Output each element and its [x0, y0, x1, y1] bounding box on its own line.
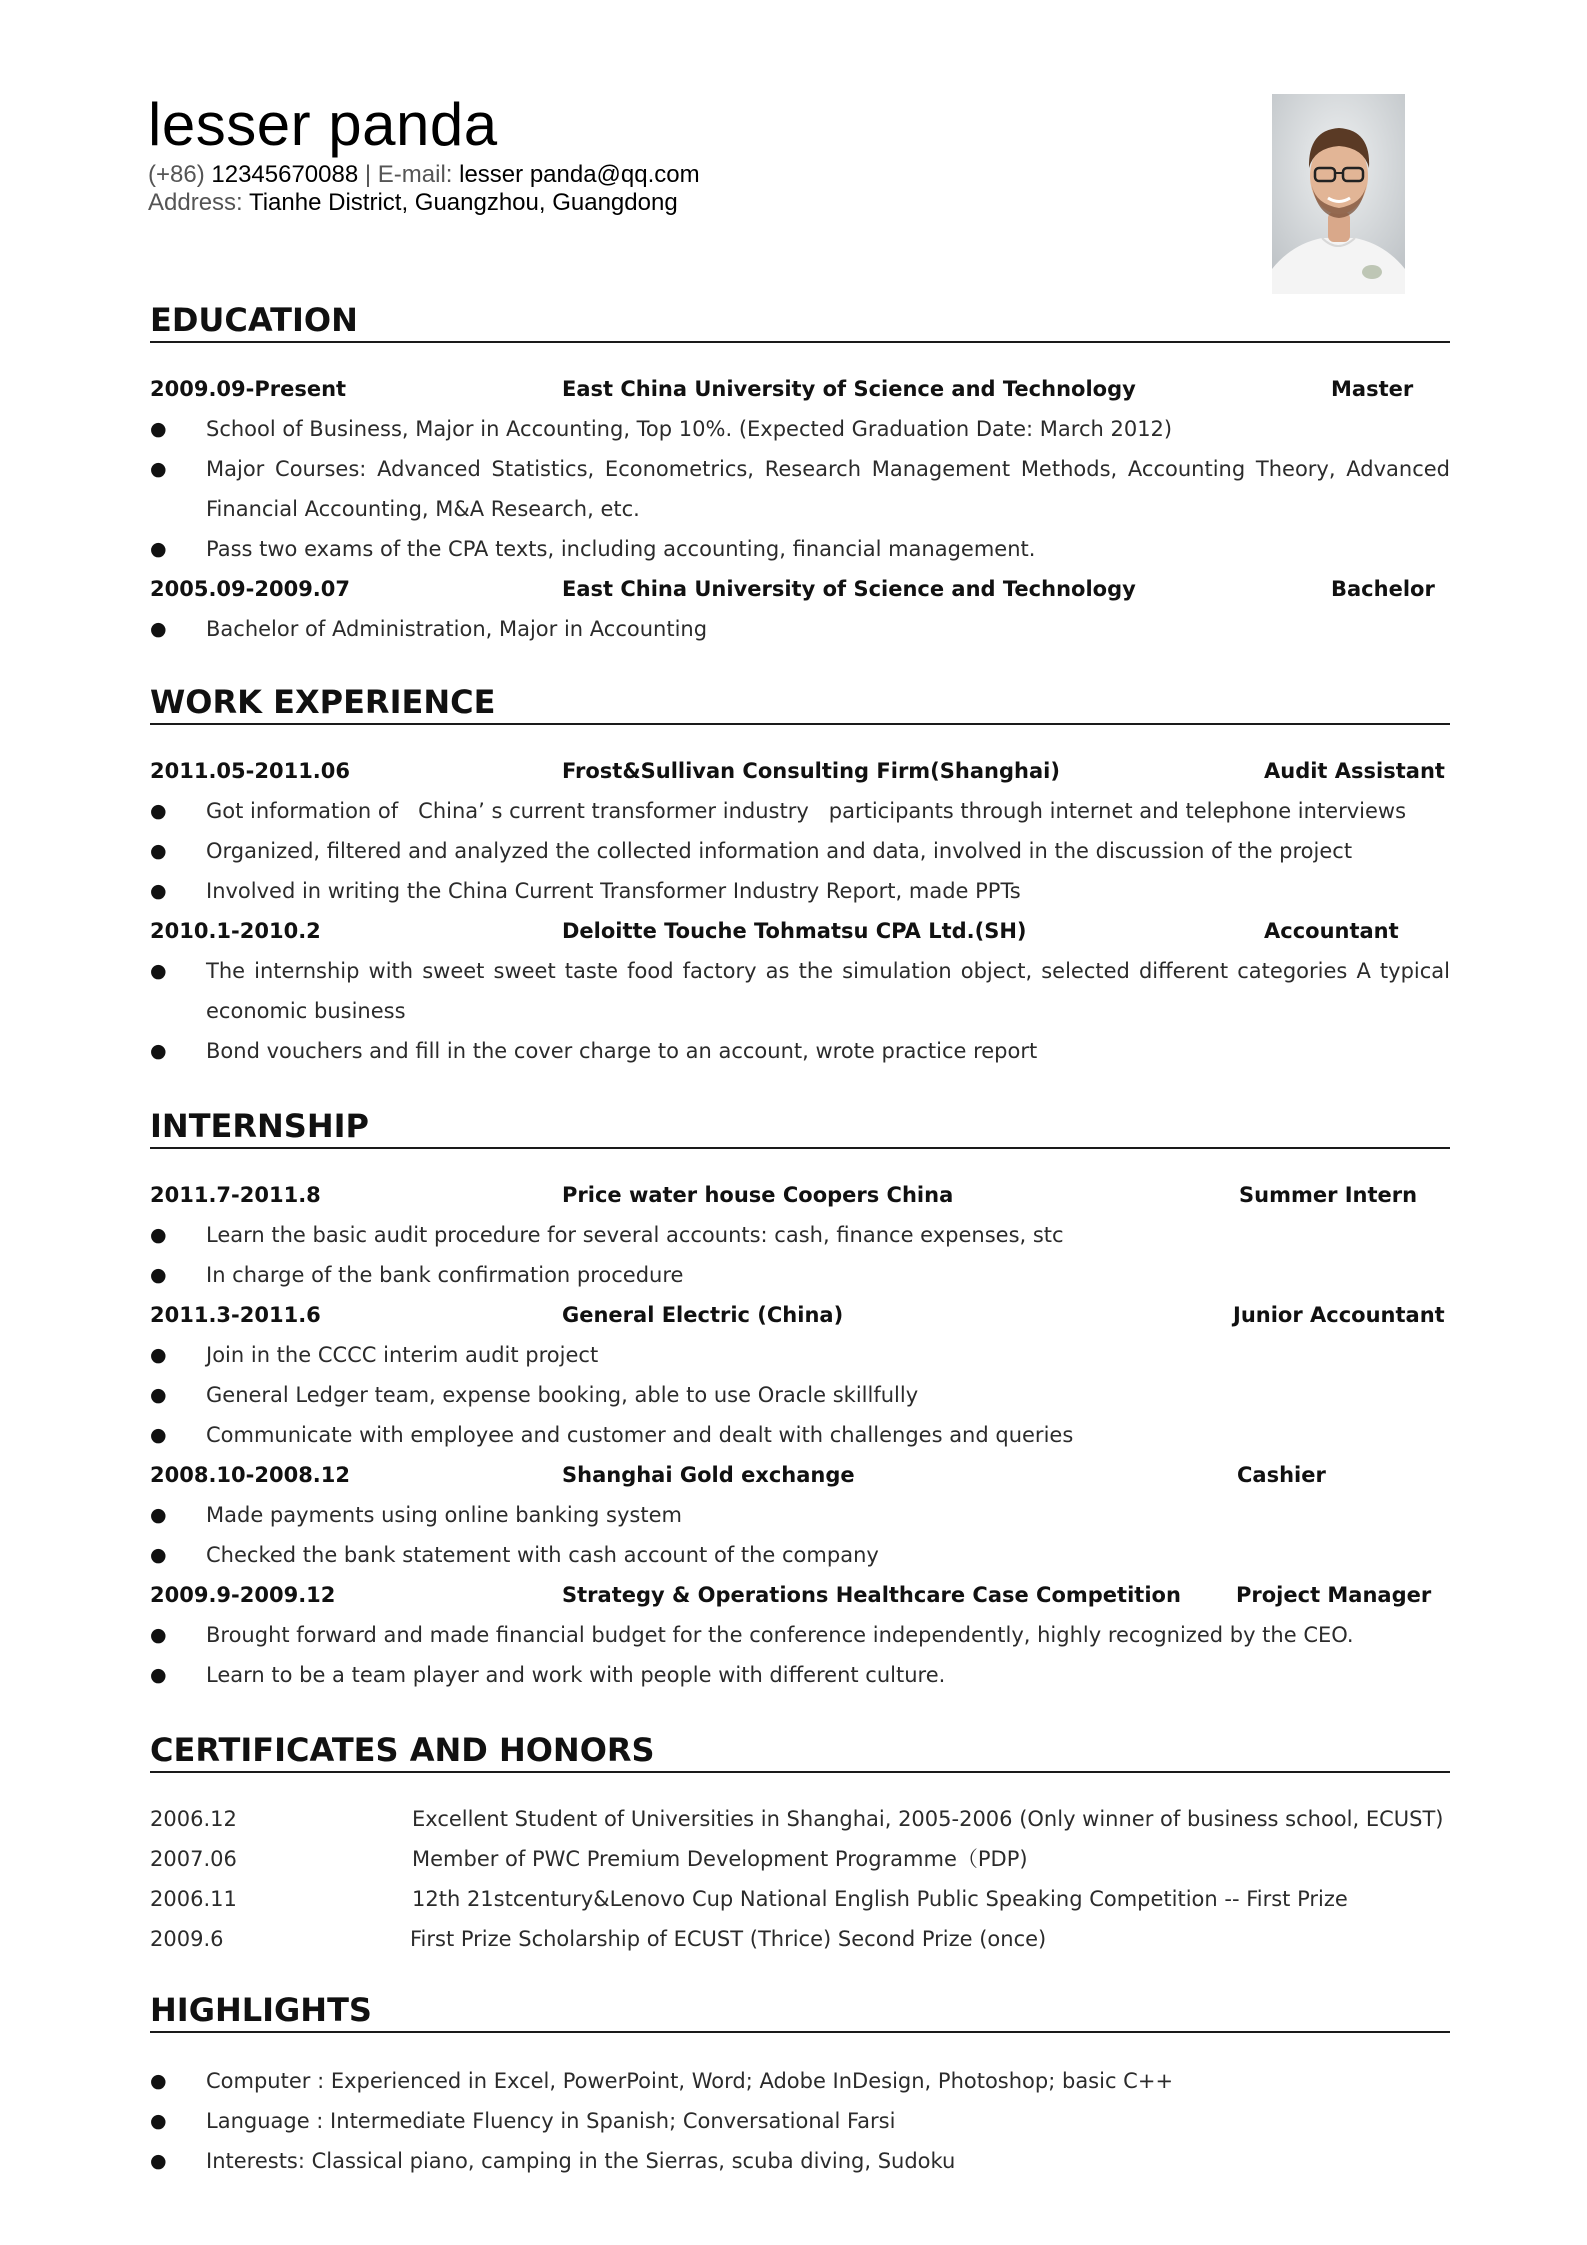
entry-role: Audit Assistant: [1264, 759, 1445, 783]
bullet-icon: ●: [150, 1544, 167, 1566]
email-address[interactable]: lesser panda@qq.com: [459, 161, 700, 188]
bullet-icon: ●: [150, 1624, 167, 1646]
entry-date: 2009.09-Present: [150, 377, 347, 401]
entry-date: 2011.3-2011.6: [150, 1303, 321, 1327]
certificate-date: 2009.6: [150, 1927, 224, 1951]
section-divider: [150, 1147, 1450, 1149]
entry-organization: General Electric (China): [562, 1303, 844, 1327]
section-divider: [150, 1771, 1450, 1773]
list-item-text: Bachelor of Administration, Major in Accounting: [206, 617, 708, 641]
candidate-name: lesser panda: [148, 91, 498, 158]
entry-organization: Frost&Sullivan Consulting Firm(Shanghai): [562, 759, 1060, 783]
list-item: [150, 1375, 1450, 1415]
certificate-text: Member of PWC Premium Development Programme（PDP): [412, 1847, 1028, 1871]
list-item-text: Learn the basic audit procedure for several accounts: cash, finance expenses, stc: [206, 1223, 1064, 1247]
list-item: [150, 1215, 1450, 1255]
section-title-certificates: CERTIFICATES AND HONORS: [150, 1731, 655, 1769]
section-divider: [150, 723, 1450, 725]
bullet-icon: ●: [150, 1504, 167, 1526]
list-item-text: Bond vouchers and fill in the cover charge to an account, wrote practice report: [206, 1039, 1038, 1063]
list-item-text: Pass two exams of the CPA texts, including accounting, financial management.: [206, 537, 1036, 561]
entry-date: 2008.10-2008.12: [150, 1463, 351, 1487]
entry-role: Accountant: [1264, 919, 1399, 943]
list-item-text: Organized, filtered and analyzed the collected information and data, involved in the discussion of the project: [206, 839, 1353, 863]
list-item-text: Got information of China’ s current transformer industry participants through internet and telephone interviews: [206, 799, 1407, 823]
entry-date: 2011.05-2011.06: [150, 759, 351, 783]
internship-entry-header: [150, 1177, 1450, 1213]
list-item: [150, 409, 1450, 449]
education-entry-header: [150, 571, 1450, 607]
entry-organization: Deloitte Touche Tohmatsu CPA Ltd.(SH): [562, 919, 1027, 943]
bullet-icon: ●: [150, 1264, 167, 1286]
portrait-image: [1272, 94, 1405, 294]
work-entry-header: [150, 753, 1450, 789]
entry-date: 2009.9-2009.12: [150, 1583, 336, 1607]
list-item-text: Learn to be a team player and work with people with different culture.: [206, 1663, 946, 1687]
entry-role: Junior Accountant: [1233, 1303, 1445, 1327]
internship-entry-header: [150, 1577, 1450, 1613]
list-item-text: The internship with sweet sweet taste food factory as the simulation object, selected different categories A typical economic business: [206, 959, 1450, 1023]
list-item-text: Join in the CCCC interim audit project: [206, 1343, 599, 1367]
section-title-internship: INTERNSHIP: [150, 1107, 369, 1145]
section-title-work-experience: WORK EXPERIENCE: [150, 683, 496, 721]
bullet-icon: ●: [150, 1224, 167, 1246]
bullet-icon: ●: [150, 840, 167, 862]
list-item: [150, 871, 1450, 911]
education-entry-header: [150, 371, 1450, 407]
entry-role: Master: [1331, 377, 1414, 401]
list-item: [150, 1415, 1450, 1455]
list-item: [150, 1031, 1450, 1071]
list-item: [150, 2101, 1450, 2141]
list-item: [150, 529, 1450, 569]
entry-organization: Strategy & Operations Healthcare Case Competition: [562, 1583, 1181, 1607]
bullet-icon: ●: [150, 2070, 167, 2092]
list-item: [150, 1535, 1450, 1575]
bullet-icon: ●: [150, 458, 167, 480]
entry-role: Summer Intern: [1239, 1183, 1418, 1207]
list-item-text: Checked the bank statement with cash account of the company: [206, 1543, 879, 1567]
phone-number: 12345670088: [211, 161, 359, 188]
bullet-icon: ●: [150, 960, 167, 982]
certificate-date: 2007.06: [150, 1847, 237, 1871]
list-item-text: School of Business, Major in Accounting, Top 10%. (Expected Graduation Date: March 2012): [206, 417, 1173, 441]
section-divider: [150, 2031, 1450, 2033]
bullet-icon: ●: [150, 618, 167, 640]
list-item: [150, 1655, 1450, 1695]
entry-organization: East China University of Science and Technology: [562, 577, 1136, 601]
entry-role: Project Manager: [1236, 1583, 1432, 1607]
bullet-icon: ●: [150, 1664, 167, 1686]
list-item-text: Made payments using online banking system: [206, 1503, 682, 1527]
list-item: [150, 1615, 1450, 1655]
list-item: [150, 609, 1450, 649]
section-title-education: EDUCATION: [150, 301, 358, 339]
bullet-icon: ●: [150, 1344, 167, 1366]
address-label: Address:: [148, 189, 243, 216]
email-label: E-mail:: [377, 161, 453, 188]
list-item-text: Language : Intermediate Fluency in Spanish; Conversational Farsi: [206, 2109, 896, 2133]
list-item-text: Involved in writing the China Current Transformer Industry Report, made PPTs: [206, 879, 1021, 903]
bullet-icon: ●: [150, 1424, 167, 1446]
list-item-text: In charge of the bank confirmation procedure: [206, 1263, 684, 1287]
list-item: [150, 791, 1450, 831]
certificate-text: 12th 21stcentury&Lenovo Cup National English Public Speaking Competition -- First Prize: [412, 1887, 1348, 1911]
list-item: [150, 449, 1450, 529]
list-item-text: Major Courses: Advanced Statistics, Econometrics, Research Management Methods, Accounting Theory, Advanced Financial Accounting, M&A Research, etc.: [206, 457, 1450, 521]
list-item-text: Communicate with employee and customer and dealt with challenges and queries: [206, 1423, 1074, 1447]
certificate-date: 2006.11: [150, 1887, 237, 1911]
section-title-highlights: HIGHLIGHTS: [150, 1991, 372, 2029]
list-item-text: Interests: Classical piano, camping in the Sierras, scuba diving, Sudoku: [206, 2149, 956, 2173]
list-item: [150, 2141, 1450, 2181]
list-item-text: Brought forward and made financial budget for the conference independently, highly recognized by the CEO.: [206, 1623, 1354, 1647]
section-divider: [150, 341, 1450, 343]
entry-role: Cashier: [1237, 1463, 1326, 1487]
address-line: [148, 189, 678, 217]
phone-label: (+86): [148, 161, 205, 188]
address-value: Tianhe District, Guangzhou, Guangdong: [248, 189, 678, 216]
contact-line: [148, 161, 700, 189]
list-item: [150, 2061, 1450, 2101]
internship-entry-header: [150, 1457, 1450, 1493]
bullet-icon: ●: [150, 1384, 167, 1406]
entry-date: 2010.1-2010.2: [150, 919, 321, 943]
bullet-icon: ●: [150, 1040, 167, 1062]
bullet-icon: ●: [150, 538, 167, 560]
entry-date: 2011.7-2011.8: [150, 1183, 321, 1207]
entry-organization: Shanghai Gold exchange: [562, 1463, 855, 1487]
list-item: [150, 1255, 1450, 1295]
list-item: [150, 1335, 1450, 1375]
entry-date: 2005.09-2009.07: [150, 577, 351, 601]
bullet-icon: ●: [150, 800, 167, 822]
list-item-text: General Ledger team, expense booking, able to use Oracle skillfully: [206, 1383, 919, 1407]
list-item: [150, 951, 1450, 1031]
list-item: [150, 831, 1450, 871]
list-item-text: Computer : Experienced in Excel, PowerPoint, Word; Adobe InDesign, Photoshop; basic C++: [206, 2069, 1174, 2093]
list-item: [150, 1495, 1450, 1535]
bullet-icon: ●: [150, 880, 167, 902]
entry-organization: Price water house Coopers China: [562, 1183, 954, 1207]
bullet-icon: ●: [150, 2150, 167, 2172]
contact-separator: |: [364, 161, 372, 188]
bullet-icon: ●: [150, 418, 167, 440]
certificate-text: Excellent Student of Universities in Shanghai, 2005-2006 (Only winner of business school, ECUST): [412, 1807, 1444, 1831]
internship-entry-header: [150, 1297, 1450, 1333]
work-entry-header: [150, 913, 1450, 949]
certificate-text: First Prize Scholarship of ECUST (Thrice) Second Prize (once): [410, 1927, 1047, 1951]
entry-organization: East China University of Science and Technology: [562, 377, 1136, 401]
profile-photo: [1272, 94, 1405, 294]
bullet-icon: ●: [150, 2110, 167, 2132]
entry-role: Bachelor: [1331, 577, 1435, 601]
certificate-date: 2006.12: [150, 1807, 237, 1831]
